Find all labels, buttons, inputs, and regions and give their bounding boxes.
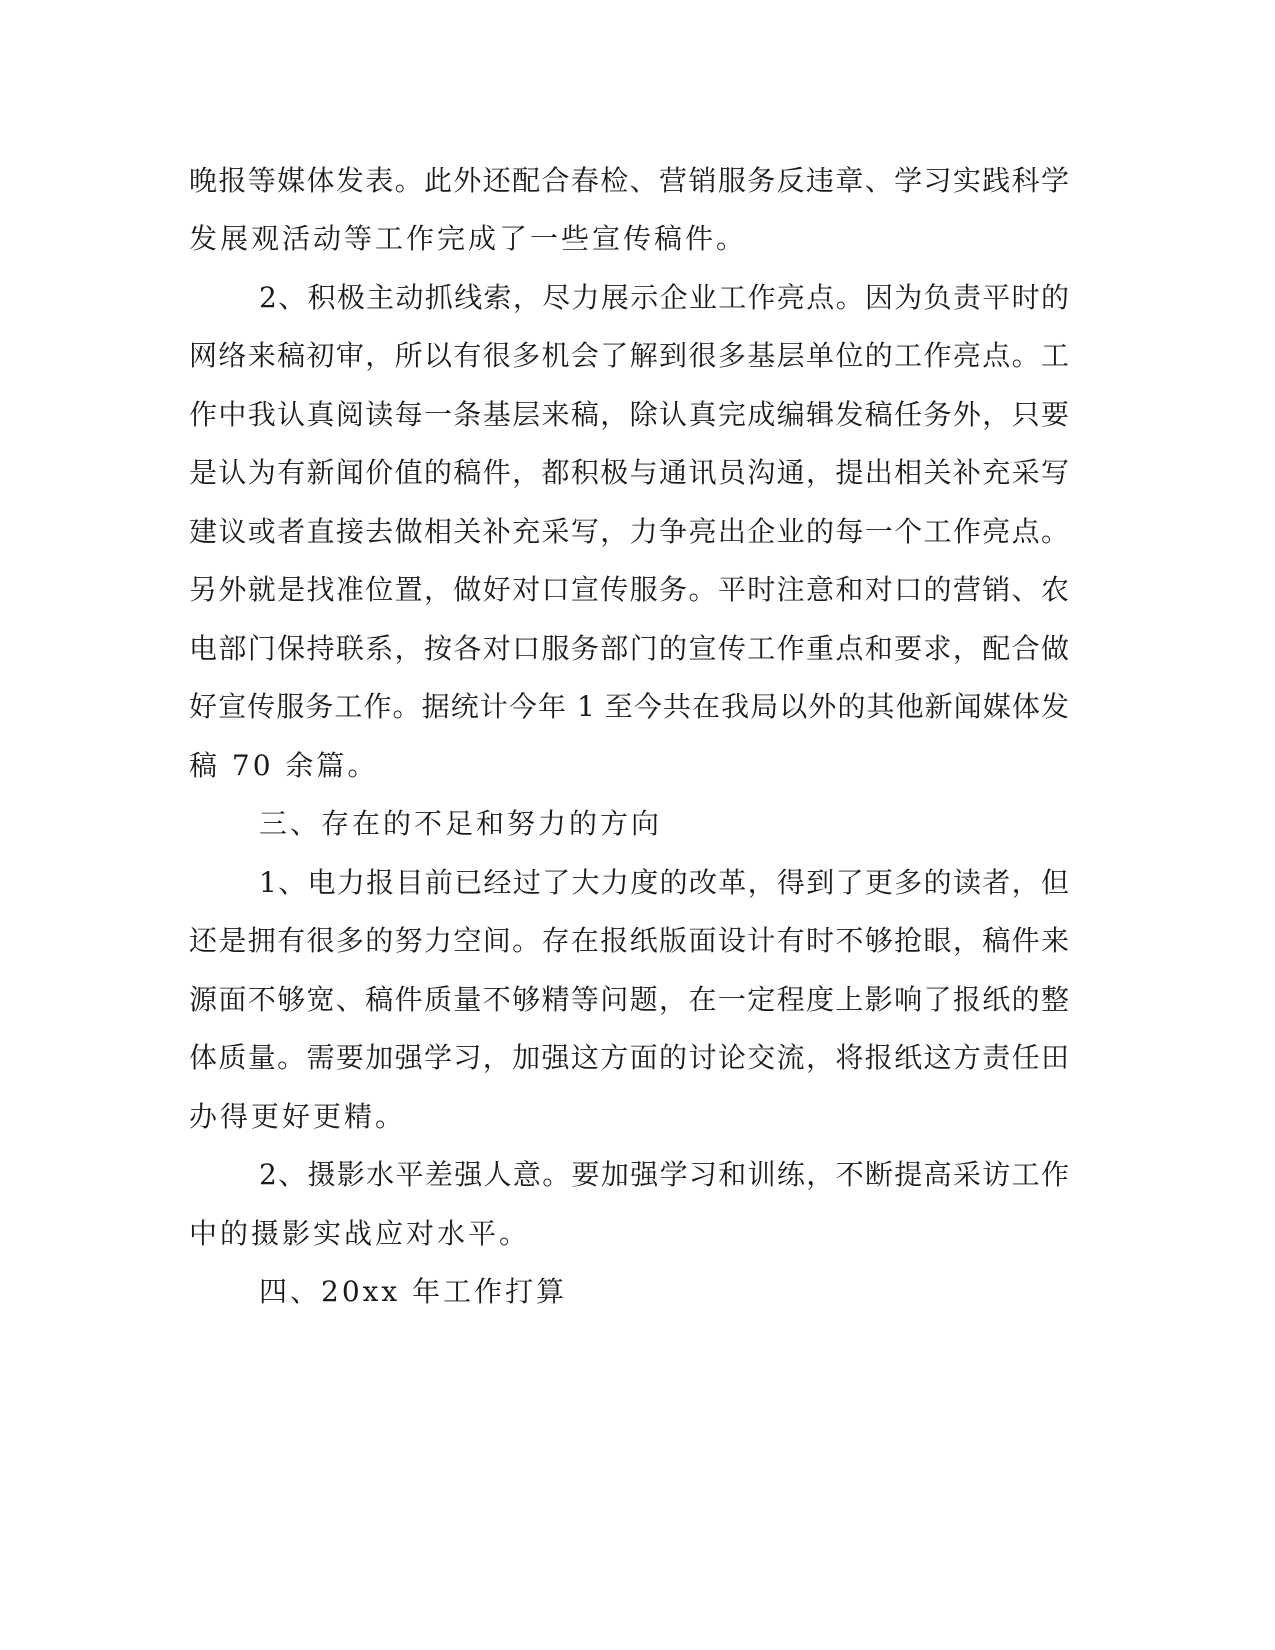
paragraph-4-line-2: 中的摄影实战应对水平。	[189, 1217, 531, 1250]
paragraph-3-line-4: 体质量。需要加强学习，加强这方面的讨论交流，将报纸这方责任田	[189, 1041, 1069, 1074]
section-heading-4: 四、20xx 年工作打算	[259, 1275, 568, 1308]
paragraph-2-line-2: 网络来稿初审，所以有很多机会了解到很多基层单位的工作亮点。工	[189, 339, 1069, 372]
paragraph-4-line-1: 2、摄影水平差强人意。要加强学习和训练，不断提高采访工作	[259, 1158, 1069, 1191]
paragraph-2-line-1: 2、积极主动抓线索，尽力展示企业工作亮点。因为负责平时的	[259, 281, 1069, 314]
paragraph-2-line-4: 是认为有新闻价值的稿件，都积极与通讯员沟通，提出相关补充采写	[189, 456, 1069, 489]
paragraph-3-line-3: 源面不够宽、稿件质量不够精等问题，在一定程度上影响了报纸的整	[189, 983, 1069, 1016]
paragraph-2-line-9: 稿 70 余篇。	[189, 749, 379, 782]
paragraph-3-line-1: 1、电力报目前已经过了大力度的改革，得到了更多的读者，但	[259, 866, 1069, 899]
paragraph-2-line-6: 另外就是找准位置，做好对口宣传服务。平时注意和对口的营销、农	[189, 573, 1069, 606]
paragraph-1-line-1: 晚报等媒体发表。此外还配合春检、营销服务反违章、学习实践科学	[189, 164, 1069, 197]
section-heading-3: 三、存在的不足和努力的方向	[259, 807, 663, 840]
paragraph-2-line-3: 作中我认真阅读每一条基层来稿，除认真完成编辑发稿任务外，只要	[189, 398, 1069, 431]
paragraph-2-line-8: 好宣传服务工作。据统计今年 1 至今共在我局以外的其他新闻媒体发	[189, 690, 1069, 723]
paragraph-3-line-2: 还是拥有很多的努力空间。存在报纸版面设计有时不够抢眼，稿件来	[189, 924, 1069, 957]
paragraph-2-line-5: 建议或者直接去做相关补充采写，力争亮出企业的每一个工作亮点。	[189, 515, 1069, 548]
paragraph-2-line-7: 电部门保持联系，按各对口服务部门的宣传工作重点和要求，配合做	[189, 632, 1069, 665]
paragraph-3-line-5: 办得更好更精。	[189, 1100, 407, 1133]
paragraph-1-line-2: 发展观活动等工作完成了一些宣传稿件。	[189, 222, 748, 255]
